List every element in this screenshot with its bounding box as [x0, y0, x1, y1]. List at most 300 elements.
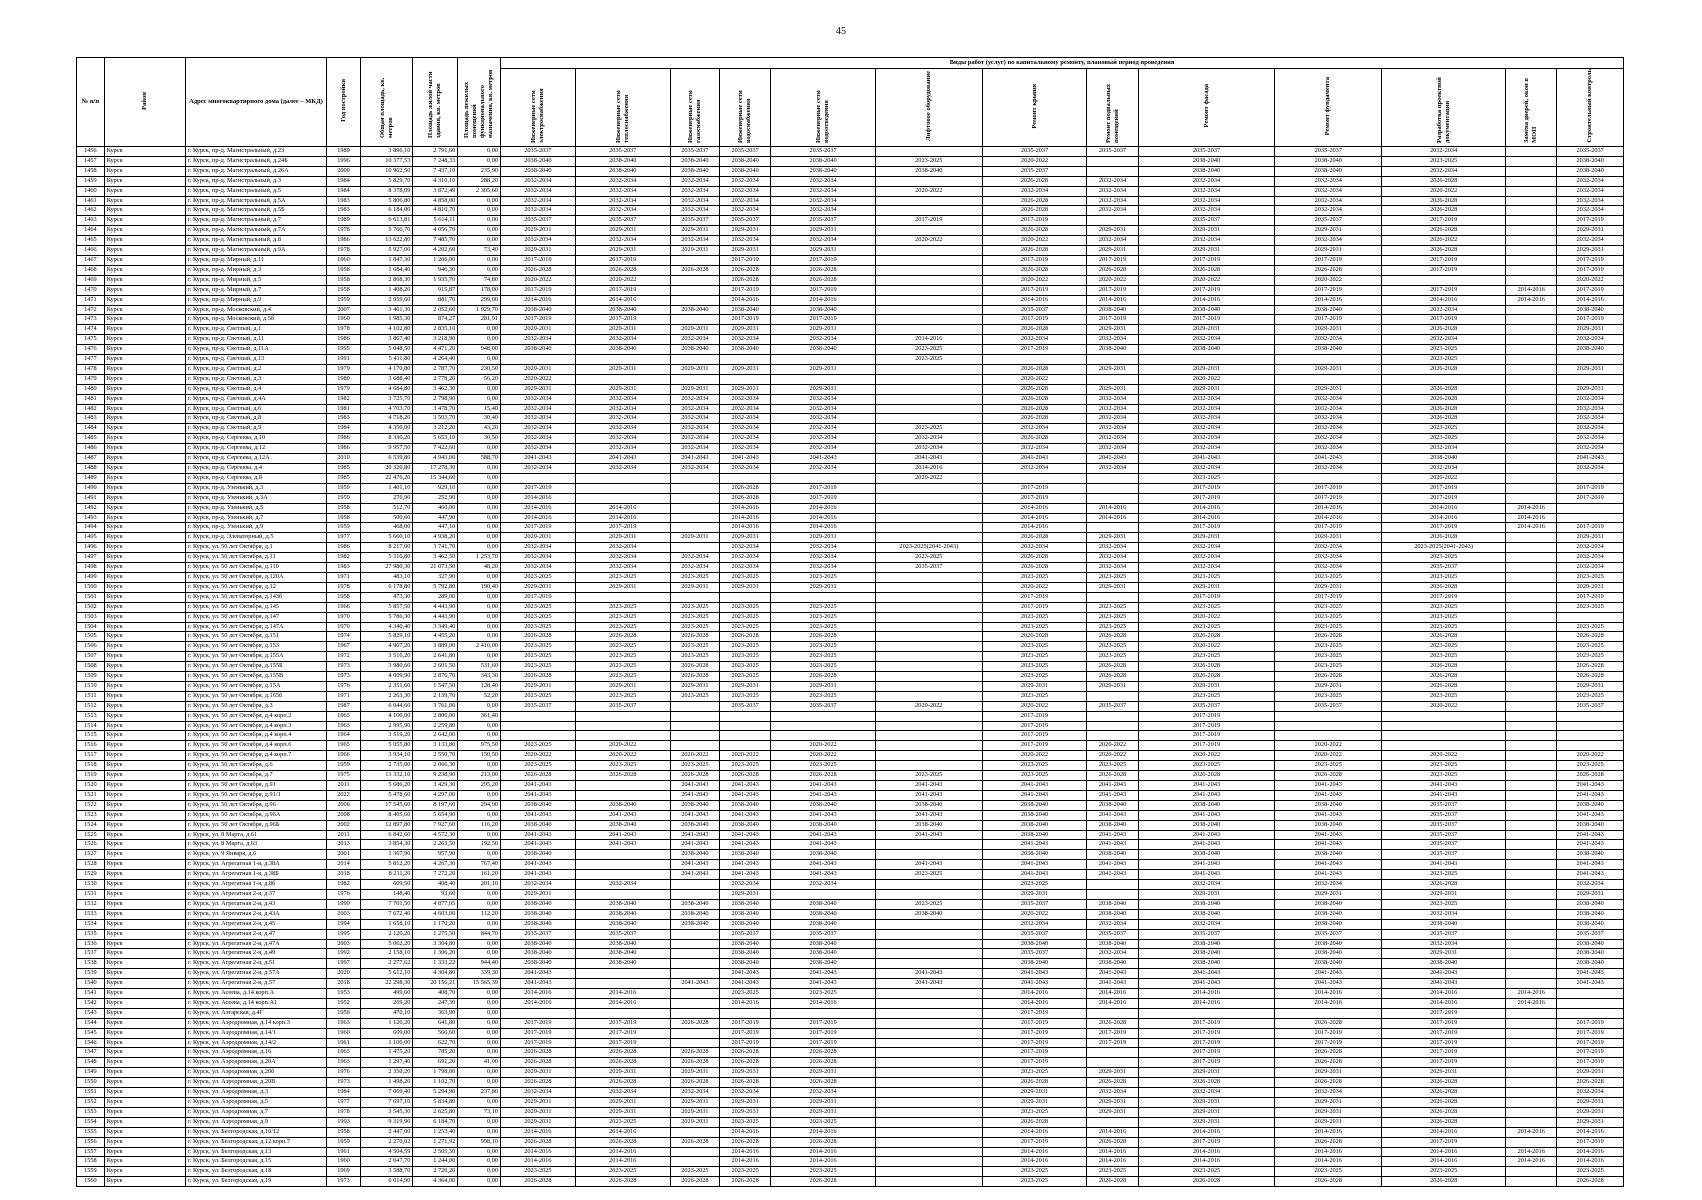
cell-work-period: 2029-2031 — [501, 533, 576, 543]
cell-work-period: 2026-2028 — [719, 1078, 770, 1088]
cell-work-period: 2026-2028 — [982, 176, 1087, 186]
cell-work-period: 2041-2043 — [875, 810, 982, 820]
cell-work-period — [670, 721, 719, 731]
cell-work-period: 2014-2016 — [771, 503, 876, 513]
cell-year: 1980 — [326, 374, 360, 384]
cell-work-period — [1087, 731, 1138, 741]
cell-row-num: 1486 — [77, 444, 105, 454]
cell-work-period: 2023-2025 — [670, 761, 719, 771]
cell-work-period: 2032-2034 — [771, 1088, 876, 1098]
table-row — [77, 216, 1624, 226]
cell-work-period: 2017-2019 — [1275, 1028, 1382, 1038]
cell-work-period: 2038-2040 — [719, 345, 770, 355]
cell-total-area: 2 059,60 — [361, 295, 413, 305]
cell-work-period: 2020-2022 — [1138, 612, 1275, 622]
cell-work-period: 2023-2025 — [501, 662, 576, 672]
table-row — [77, 632, 1624, 642]
cell-work-period — [875, 711, 982, 721]
cell-work-period: 2032-2034 — [1087, 206, 1138, 216]
cell-work-period: 2038-2040 — [1557, 850, 1624, 860]
cell-work-period: 2038-2040 — [670, 899, 719, 909]
cell-year: 1953 — [326, 989, 360, 999]
cell-work-period: 2023-2025 — [1087, 652, 1138, 662]
cell-work-period: 2017-2019 — [982, 741, 1087, 751]
cell-address: г. Курск, ул. Аэродромная, д.7 — [185, 1107, 326, 1117]
cell-work-period — [1506, 929, 1557, 939]
cell-work-period — [1506, 543, 1557, 553]
table-row — [77, 255, 1624, 265]
cell-work-period: 2017-2019 — [1275, 483, 1382, 493]
cell-work-period: 2032-2034 — [670, 176, 719, 186]
cell-work-period: 2041-2043 — [1275, 454, 1382, 464]
cell-work-period: 2038-2040 — [1275, 345, 1382, 355]
cell-work-period: 2014-2016 — [771, 1157, 876, 1167]
cell-nonres-area: 150,50 — [458, 751, 501, 761]
cell-work-period — [575, 969, 670, 979]
cell-work-period: 2014-2016 — [1087, 989, 1138, 999]
cell-work-period: 2029-2031 — [1138, 325, 1275, 335]
cell-work-period: 2032-2034 — [1275, 553, 1382, 563]
cell-row-num: 1541 — [77, 989, 105, 999]
cell-nonres-area: 192,50 — [458, 840, 501, 850]
cell-work-period: 2014-2016 — [501, 1147, 576, 1157]
cell-work-period: 2014-2016 — [501, 1127, 576, 1137]
table-row — [77, 265, 1624, 275]
cell-address: г. Курск, ул. Асеева, д.14 корп.А1 — [185, 998, 326, 1008]
cell-work-period: 2032-2034 — [719, 176, 770, 186]
cell-total-area: 3 934,10 — [361, 751, 413, 761]
cell-address: г. Курск, ул. Агрегатная 2-я, д.57 — [185, 979, 326, 989]
cell-work-period: 2017-2019 — [1557, 1048, 1624, 1058]
cell-work-period: 2038-2040 — [771, 959, 876, 969]
cell-work-period: 2023-2025 — [575, 672, 670, 682]
cell-work-period: 2029-2031 — [982, 1088, 1087, 1098]
cell-work-period: 2026-2028 — [1382, 1117, 1506, 1127]
cell-work-period: 2017-2019 — [982, 1137, 1087, 1147]
cell-work-period — [1506, 533, 1557, 543]
cell-work-period — [1506, 1167, 1557, 1177]
cell-work-period: 2026-2028 — [771, 672, 876, 682]
cell-work-period: 2017-2019 — [982, 1018, 1087, 1028]
cell-work-period: 2026-2028 — [1557, 632, 1624, 642]
cell-work-period: 2014-2016 — [719, 1147, 770, 1157]
cell-address: г. Курск, ул. Асеева, д.14 корп.А — [185, 989, 326, 999]
cell-work-period: 2026-2028 — [1382, 672, 1506, 682]
cell-total-area: 3 896,10 — [361, 147, 413, 157]
cell-work-period: 2023-2025 — [501, 642, 576, 652]
cell-work-period: 2023-2025 — [1087, 642, 1138, 652]
cell-work-period: 2032-2034 — [1275, 444, 1382, 454]
cell-total-area: 6 178,80 — [361, 582, 413, 592]
cell-work-period: 2014-2016 — [1275, 1157, 1382, 1167]
cell-work-period: 2023-2025 — [1382, 424, 1506, 434]
cell-work-period: 2032-2034 — [670, 444, 719, 454]
cell-work-period — [670, 592, 719, 602]
cell-nonres-area: 0,00 — [458, 1078, 501, 1088]
cell-work-period: 2014-2016 — [1557, 1127, 1624, 1137]
cell-work-period: 2032-2034 — [1275, 434, 1382, 444]
cell-address: г. Курск, пр-д. Мирный, д.5 — [185, 275, 326, 285]
cell-work-period: 2038-2040 — [501, 909, 576, 919]
cell-work-period: 2032-2034 — [771, 186, 876, 196]
cell-district: Курск — [104, 255, 185, 265]
cell-work-period: 2041-2043 — [771, 969, 876, 979]
cell-year: 1973 — [326, 672, 360, 682]
cell-year: 1958 — [326, 1127, 360, 1137]
cell-work-period: 2023-2025 — [575, 1167, 670, 1177]
cell-work-period: 2014-2016 — [1382, 513, 1506, 523]
cell-work-period: 2026-2028 — [1138, 1177, 1275, 1187]
cell-work-period — [875, 880, 982, 890]
table-row — [77, 176, 1624, 186]
cell-work-period: 2038-2040 — [575, 156, 670, 166]
cell-row-num: 1479 — [77, 374, 105, 384]
cell-work-period: 2020-2022 — [575, 275, 670, 285]
table-row — [77, 1048, 1624, 1058]
cell-work-period: 2032-2034 — [1275, 880, 1382, 890]
cell-living-area: 447,90 — [413, 513, 458, 523]
table-row — [77, 860, 1624, 870]
cell-row-num: 1538 — [77, 959, 105, 969]
cell-work-period: 2032-2034 — [1557, 394, 1624, 404]
cell-work-period — [1506, 721, 1557, 731]
table-row — [77, 424, 1624, 434]
cell-work-period: 2023-2025 — [1138, 473, 1275, 483]
cell-work-period: 2038-2040 — [771, 909, 876, 919]
cell-work-period: 2017-2019 — [1138, 255, 1275, 265]
cell-address: г. Курск, ул. Белгородская, д.19 — [185, 1177, 326, 1187]
cell-work-period — [1087, 1008, 1138, 1018]
cell-work-period: 2029-2031 — [1557, 1068, 1624, 1078]
cell-living-area: 3 304,80 — [413, 939, 458, 949]
cell-work-period: 2017-2019 — [1557, 1028, 1624, 1038]
cell-work-period: 2020-2022 — [501, 374, 576, 384]
cell-work-period: 2038-2040 — [670, 850, 719, 860]
cell-living-area: 3 478,70 — [413, 404, 458, 414]
cell-work-period: 2038-2040 — [1275, 939, 1382, 949]
cell-work-period: 2041-2043 — [501, 454, 576, 464]
cell-work-period — [1506, 1028, 1557, 1038]
cell-work-period: 2029-2031 — [575, 384, 670, 394]
cell-address: г. Курск, пр-д. Сергеева, д.12А — [185, 454, 326, 464]
cell-total-area: 7 672,40 — [361, 909, 413, 919]
cell-total-area: 6 842,60 — [361, 830, 413, 840]
cell-row-num: 1531 — [77, 889, 105, 899]
col-header-work-3: Инженерные сети водоснабжения — [719, 69, 770, 147]
cell-work-period: 2029-2031 — [501, 1117, 576, 1127]
cell-work-period: 2014-2016 — [1382, 1147, 1506, 1157]
cell-work-period: 2032-2034 — [575, 424, 670, 434]
table-row — [77, 553, 1624, 563]
cell-work-period: 2038-2040 — [771, 949, 876, 959]
cell-work-period — [1506, 632, 1557, 642]
cell-nonres-area: 0,00 — [458, 731, 501, 741]
cell-work-period: 2029-2031 — [1138, 226, 1275, 236]
cell-work-period: 2029-2031 — [575, 246, 670, 256]
cell-work-period — [575, 870, 670, 880]
cell-work-period: 2032-2034 — [771, 880, 876, 890]
cell-work-period: 2017-2019 — [1275, 255, 1382, 265]
cell-work-period — [875, 265, 982, 275]
cell-work-period: 2026-2028 — [670, 662, 719, 672]
cell-work-period: 2023-2025 — [1087, 761, 1138, 771]
cell-work-period: 2041-2043 — [670, 454, 719, 464]
cell-work-period — [1506, 325, 1557, 335]
cell-work-period: 2026-2028 — [575, 1078, 670, 1088]
cell-work-period: 2041-2043 — [771, 810, 876, 820]
cell-work-period: 2017-2019 — [982, 216, 1087, 226]
cell-nonres-area: 975,50 — [458, 741, 501, 751]
cell-work-period: 2026-2028 — [982, 265, 1087, 275]
cell-district: Курск — [104, 464, 185, 474]
cell-work-period: 2038-2040 — [1138, 909, 1275, 919]
cell-living-area: 3 133,80 — [413, 741, 458, 751]
cell-living-area: 622,70 — [413, 1038, 458, 1048]
cell-year: 1971 — [326, 691, 360, 701]
cell-work-period: 2038-2040 — [501, 899, 576, 909]
cell-district: Курск — [104, 364, 185, 374]
cell-work-period: 2020-2022 — [875, 701, 982, 711]
cell-work-period: 2017-2019 — [875, 216, 982, 226]
cell-work-period: 2014-2016 — [771, 998, 876, 1008]
cell-work-period: 2032-2034 — [1557, 404, 1624, 414]
cell-nonres-area: 178,00 — [458, 285, 501, 295]
cell-year: 2011 — [326, 830, 360, 840]
cell-work-period: 2035-2037 — [670, 147, 719, 157]
cell-work-period: 2029-2031 — [1138, 582, 1275, 592]
cell-district: Курск — [104, 285, 185, 295]
cell-work-period: 2038-2040 — [982, 830, 1087, 840]
cell-work-period — [670, 355, 719, 365]
cell-work-period: 2023-2025 — [501, 741, 576, 751]
cell-work-period: 2038-2040 — [1275, 800, 1382, 810]
cell-work-period: 2041-2043 — [982, 840, 1087, 850]
cell-work-period — [670, 949, 719, 959]
cell-row-num: 1465 — [77, 236, 105, 246]
cell-work-period: 2026-2028 — [1382, 404, 1506, 414]
cell-work-period: 2023-2025 — [670, 572, 719, 582]
cell-work-period — [875, 315, 982, 325]
cell-work-period: 2014-2016 — [1382, 989, 1506, 999]
cell-year: 2001 — [326, 850, 360, 860]
cell-work-period: 2026-2028 — [719, 1058, 770, 1068]
table-row — [77, 315, 1624, 325]
cell-work-period: 2038-2040 — [1275, 909, 1382, 919]
cell-year: 1985 — [326, 473, 360, 483]
cell-row-num: 1545 — [77, 1028, 105, 1038]
cell-work-period: 2032-2034 — [1275, 424, 1382, 434]
cell-work-period: 2020-2022 — [1275, 275, 1382, 285]
cell-district: Курск — [104, 176, 185, 186]
cell-district: Курск — [104, 681, 185, 691]
cell-nonres-area: 0,00 — [458, 444, 501, 454]
cell-district: Курск — [104, 424, 185, 434]
cell-work-period: 2041-2043 — [670, 840, 719, 850]
cell-work-period: 2029-2031 — [575, 364, 670, 374]
cell-row-num: 1490 — [77, 483, 105, 493]
cell-work-period: 2038-2040 — [1087, 345, 1138, 355]
cell-row-num: 1520 — [77, 781, 105, 791]
cell-work-period — [575, 721, 670, 731]
cell-nonres-area: 128,40 — [458, 681, 501, 691]
cell-year: 1963 — [326, 1018, 360, 1028]
cell-work-period — [575, 1008, 670, 1018]
col-header-work-0: Инженерные сети электроснабжения — [501, 69, 576, 147]
cell-work-period — [1506, 919, 1557, 929]
cell-work-period: 2041-2043 — [1275, 969, 1382, 979]
table-row — [77, 533, 1624, 543]
cell-work-period: 2026-2028 — [1087, 1018, 1138, 1028]
cell-work-period: 2038-2040 — [982, 850, 1087, 860]
cell-nonres-area: 0,00 — [458, 790, 501, 800]
cell-work-period: 2032-2034 — [1382, 444, 1506, 454]
cell-total-area: 5 806,80 — [361, 196, 413, 206]
cell-address: г. Курск, ул. Агрегатная 2-я, д.57А — [185, 969, 326, 979]
cell-work-period: 2038-2040 — [501, 939, 576, 949]
cell-address: г. Курск, пр-д. Узенький, д.7 — [185, 513, 326, 523]
cell-total-area: 3 545,30 — [361, 1107, 413, 1117]
cell-work-period: 2014-2016 — [771, 1127, 876, 1137]
cell-work-period: 2017-2019 — [1087, 1038, 1138, 1048]
cell-work-period: 2026-2028 — [771, 771, 876, 781]
cell-living-area: 4 443,90 — [413, 612, 458, 622]
cell-work-period: 2029-2031 — [1138, 889, 1275, 899]
cell-work-period — [1275, 355, 1382, 365]
table-row — [77, 642, 1624, 652]
cell-work-period: 2038-2040 — [1382, 454, 1506, 464]
cell-work-period: 2017-2019 — [501, 1028, 576, 1038]
table-row — [77, 761, 1624, 771]
cell-work-period: 2026-2028 — [982, 1117, 1087, 1127]
cell-row-num: 1559 — [77, 1167, 105, 1177]
cell-living-area: 3 218,90 — [413, 335, 458, 345]
table-row — [77, 1137, 1624, 1147]
cell-work-period: 2023-2025 — [575, 602, 670, 612]
cell-total-area: 3 867,40 — [361, 335, 413, 345]
cell-work-period — [670, 1157, 719, 1167]
cell-work-period: 2029-2031 — [1138, 246, 1275, 256]
cell-total-area: 5 062,20 — [361, 939, 413, 949]
cell-work-period: 2014-2016 — [1275, 1147, 1382, 1157]
cell-work-period — [771, 889, 876, 899]
cell-work-period — [1557, 711, 1624, 721]
cell-work-period: 2020-2022 — [875, 236, 982, 246]
cell-work-period: 2032-2034 — [1087, 543, 1138, 553]
cell-work-period — [670, 483, 719, 493]
table-row — [77, 394, 1624, 404]
cell-nonres-area: 0,00 — [458, 394, 501, 404]
cell-year: 1983 — [326, 196, 360, 206]
cell-total-area: 4 703,70 — [361, 404, 413, 414]
cell-work-period: 2032-2034 — [1087, 236, 1138, 246]
cell-work-period: 2032-2034 — [1138, 919, 1275, 929]
cell-work-period — [1506, 771, 1557, 781]
cell-work-period — [875, 929, 982, 939]
cell-work-period: 2014-2016 — [1382, 1127, 1506, 1137]
cell-row-num: 1552 — [77, 1098, 105, 1108]
cell-work-period: 2029-2031 — [1087, 325, 1138, 335]
cell-living-area: 3 741,70 — [413, 543, 458, 553]
cell-work-period: 2038-2040 — [982, 939, 1087, 949]
cell-work-period: 2038-2040 — [1087, 850, 1138, 860]
cell-work-period: 2026-2028 — [719, 265, 770, 275]
cell-work-period — [875, 652, 982, 662]
cell-nonres-area: 2 410,00 — [458, 642, 501, 652]
cell-work-period: 2023-2025 — [575, 662, 670, 672]
cell-work-period: 2026-2028 — [1382, 364, 1506, 374]
cell-work-period: 2014-2016 — [501, 295, 576, 305]
cell-work-period: 2017-2019 — [1557, 1018, 1624, 1028]
cell-nonres-area: 48,20 — [458, 563, 501, 573]
cell-work-period: 2017-2019 — [982, 1048, 1087, 1058]
cell-work-period: 2029-2031 — [670, 582, 719, 592]
cell-work-period: 2029-2031 — [1275, 226, 1382, 236]
cell-work-period: 2017-2019 — [501, 1038, 576, 1048]
cell-total-area: 20 320,80 — [361, 464, 413, 474]
cell-work-period — [1506, 612, 1557, 622]
table-row — [77, 156, 1624, 166]
cell-work-period: 2020-2022 — [1087, 751, 1138, 761]
cell-living-area: 1 244,00 — [413, 1157, 458, 1167]
cell-nonres-area: 0,00 — [458, 355, 501, 365]
cell-work-period: 2041-2043 — [1557, 454, 1624, 464]
table-row — [77, 1078, 1624, 1088]
cell-work-period: 2023-2025 — [719, 622, 770, 632]
cell-total-area: 3 688,40 — [361, 374, 413, 384]
cell-address: г. Курск, ул. 50 лет Октября, д.4 корп.6 — [185, 741, 326, 751]
cell-work-period — [1506, 761, 1557, 771]
cell-living-area: 1 170,20 — [413, 919, 458, 929]
table-row — [77, 889, 1624, 899]
cell-work-period — [771, 374, 876, 384]
cell-district: Курск — [104, 672, 185, 682]
cell-work-period: 2038-2040 — [1557, 909, 1624, 919]
table-row — [77, 1167, 1624, 1177]
cell-nonres-area: 0,00 — [458, 572, 501, 582]
cell-work-period: 2014-2016 — [719, 295, 770, 305]
cell-work-period: 2029-2031 — [719, 226, 770, 236]
cell-work-period — [1382, 741, 1506, 751]
cell-nonres-area: 0,00 — [458, 503, 501, 513]
cell-work-period: 2020-2022 — [982, 701, 1087, 711]
cell-living-area: 2 641,80 — [413, 652, 458, 662]
cell-year: 1983 — [326, 206, 360, 216]
cell-year: 1986 — [326, 236, 360, 246]
cell-work-period: 2014-2016 — [719, 523, 770, 533]
cell-work-period: 2017-2019 — [1557, 483, 1624, 493]
cell-total-area: 4 907,20 — [361, 642, 413, 652]
cell-work-period — [501, 711, 576, 721]
table-row — [77, 325, 1624, 335]
cell-district: Курск — [104, 394, 185, 404]
cell-district: Курск — [104, 830, 185, 840]
cell-work-period: 2017-2019 — [982, 602, 1087, 612]
cell-work-period — [575, 711, 670, 721]
cell-work-period — [875, 305, 982, 315]
cell-year: 2007 — [326, 305, 360, 315]
cell-work-period: 2041-2043 — [1557, 969, 1624, 979]
cell-work-period: 2041-2043 — [771, 790, 876, 800]
cell-work-period: 2032-2034 — [1138, 206, 1275, 216]
cell-living-area: 2 625,80 — [413, 1107, 458, 1117]
cell-work-period: 2029-2031 — [719, 325, 770, 335]
cell-work-period — [1087, 374, 1138, 384]
cell-address: г. Курск, пр-д. Магистральный, д.8 — [185, 236, 326, 246]
cell-work-period: 2038-2040 — [771, 899, 876, 909]
cell-address: г. Курск, ул. 50 лет Октября, д.15А — [185, 681, 326, 691]
cell-work-period: 2023-2025 — [875, 424, 982, 434]
cell-work-period: 2026-2028 — [719, 493, 770, 503]
